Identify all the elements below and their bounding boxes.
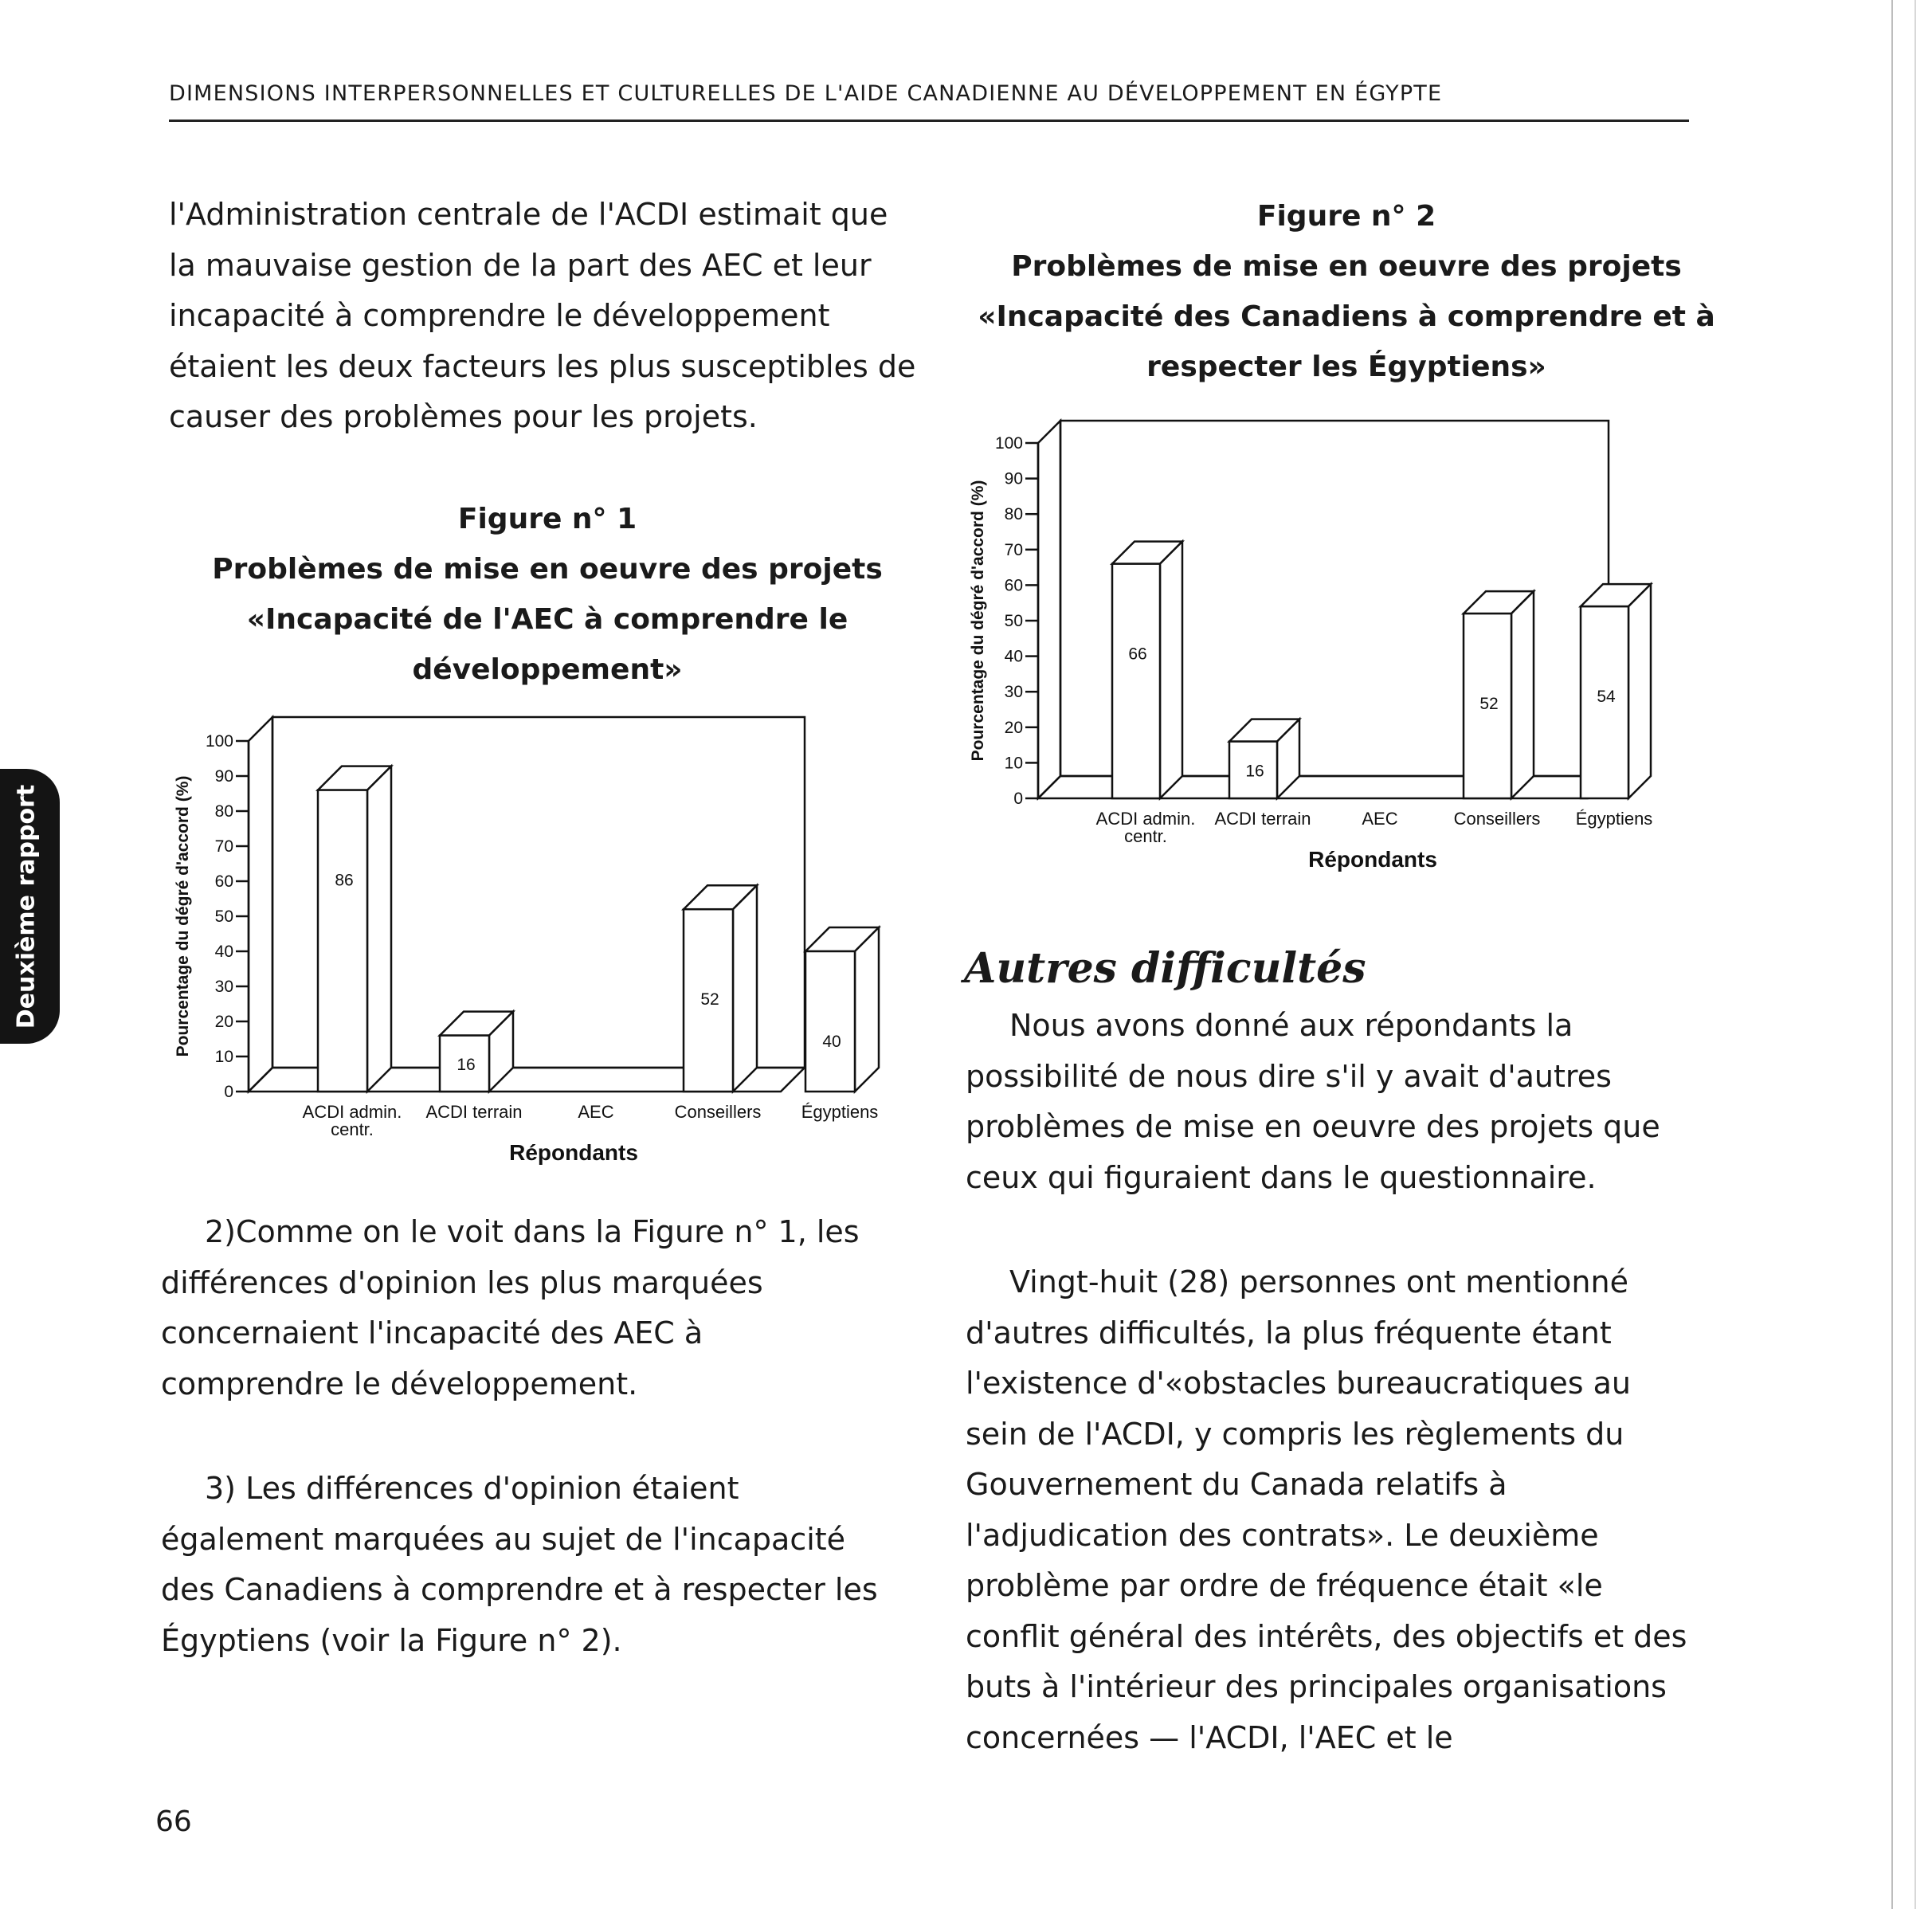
figure-title-line: «Incapacité des Canadiens à comprendre et à	[978, 300, 1715, 333]
text-line: buts à l'intérieur des principales organisations	[966, 1669, 1667, 1704]
text-line: concernées — l'ACDI, l'AEC et le	[966, 1719, 1453, 1755]
text-line: 2)Comme on le voit dans la Figure n° 1, les	[205, 1214, 860, 1249]
paragraph-2	[161, 1207, 926, 1409]
x-axis-label: Répondants	[1308, 847, 1437, 872]
page-number: 66	[155, 1805, 192, 1838]
text-line: étaient les deux facteurs les plus susceptibles de	[169, 348, 916, 384]
text-line: d'autres difficultés, la plus fréquente étant	[966, 1315, 1612, 1350]
chart-side-wall	[1038, 421, 1060, 798]
text-line: également marquées au sujet de l'incapacité	[161, 1521, 846, 1557]
y-tick-label: 30	[1004, 683, 1023, 702]
figure-title-line: «Incapacité de l'AEC à comprendre le	[246, 603, 848, 636]
bar	[1112, 564, 1160, 798]
x-axis-label: Répondants	[509, 1140, 638, 1165]
text-line: 3) Les différences d'opinion étaient	[205, 1471, 739, 1506]
y-tick-label: 90	[1004, 469, 1023, 488]
text-line: l'existence d'«obstacles bureaucratiques au	[966, 1366, 1631, 1401]
figure-title-line: Problèmes de mise en oeuvre des projets	[1011, 250, 1682, 283]
figure-label: Figure n° 2	[1256, 200, 1436, 233]
y-tick-label: 70	[214, 837, 233, 856]
text-line: Nous avons donné aux répondants la	[1009, 1008, 1573, 1043]
bar-side	[855, 927, 879, 1092]
header-rule	[169, 120, 1689, 122]
bar-value-label: 16	[457, 1055, 476, 1074]
text-line: causer des problèmes pour les projets.	[169, 399, 758, 434]
x-tick-label: AEC	[578, 1102, 614, 1122]
bar-value-label: 16	[1245, 762, 1264, 781]
x-tick-label: ACDI terrain	[425, 1102, 523, 1122]
paragraph-3	[161, 1464, 942, 1666]
text-line: incapacité à comprendre le développement	[169, 298, 830, 333]
x-tick-label: Conseillers	[674, 1102, 762, 1122]
y-tick-label: 60	[214, 872, 233, 891]
y-tick-label: 60	[1004, 576, 1023, 595]
right-paragraph-1	[966, 1001, 1730, 1203]
x-tick-label: ACDI admin.	[302, 1102, 402, 1122]
bar	[805, 951, 855, 1092]
x-tick-label: Égyptiens	[801, 1102, 879, 1122]
y-tick-label: 50	[214, 907, 233, 926]
x-tick-label: AEC	[1362, 809, 1398, 829]
y-tick-label: 100	[994, 434, 1023, 453]
figure-title-line: développement»	[412, 653, 683, 686]
x-tick-label: ACDI terrain	[1214, 809, 1311, 829]
figure-label: Figure n° 1	[457, 503, 637, 535]
bar-side	[1160, 542, 1182, 798]
text-line: problème par ordre de fréquence était «le	[966, 1568, 1603, 1603]
y-tick-label: 20	[214, 1013, 233, 1031]
figure-1-chart	[159, 709, 908, 1167]
y-tick-label: 70	[1004, 540, 1023, 559]
text-line: Égyptiens (voir la Figure n° 2).	[161, 1622, 622, 1658]
x-tick-label: centr.	[331, 1119, 374, 1139]
text-line: l'Administration centrale de l'ACDI estimait que	[169, 197, 888, 232]
section-title: Autres difficultés	[964, 944, 1366, 993]
bar-value-label: 86	[335, 871, 354, 890]
bar-value-label: 52	[1479, 695, 1499, 714]
section-side-tab	[0, 769, 60, 1044]
text-line: différences d'opinion les plus marquées	[161, 1264, 763, 1300]
scan-edge-line	[1891, 0, 1893, 1909]
figure-title-line: respecter les Égyptiens»	[1146, 351, 1546, 383]
text-line: Vingt-huit (28) personnes ont mentionné	[1009, 1264, 1628, 1299]
figure-1-title	[169, 494, 926, 695]
side-tab-label: Deuxième rapport	[12, 784, 40, 1029]
text-line: l'adjudication des contrats». Le deuxième	[966, 1517, 1599, 1553]
y-tick-label: 50	[1004, 612, 1023, 630]
bar-value-label: 66	[1128, 645, 1147, 664]
y-tick-label: 80	[214, 802, 233, 821]
text-line: la mauvaise gestion de la part des AEC et leur	[169, 247, 872, 283]
bar-side	[1511, 591, 1534, 798]
y-tick-label: 0	[224, 1083, 233, 1101]
y-axis-label: Pourcentage du dégré d'accord (%)	[174, 775, 192, 1057]
bar-side	[367, 766, 391, 1092]
y-tick-label: 10	[1004, 754, 1023, 773]
text-line: ceux qui figuraient dans le questionnaire.	[966, 1159, 1597, 1195]
y-tick-label: 40	[214, 943, 233, 961]
right-paragraph-2	[966, 1257, 1746, 1763]
bar	[318, 790, 367, 1092]
running-header: DIMENSIONS INTERPERSONNELLES ET CULTURELLES DE L'AIDE CANADIENNE AU DÉVELOPPEMENT EN ÉGYPTE	[169, 81, 1443, 106]
chart-side-wall	[249, 717, 272, 1092]
bar-side	[733, 885, 757, 1092]
bar-side	[1628, 584, 1651, 798]
y-tick-label: 10	[214, 1048, 233, 1066]
x-tick-label: Conseillers	[1453, 809, 1541, 829]
text-line: des Canadiens à comprendre et à respecter les	[161, 1572, 878, 1607]
y-tick-label: 20	[1004, 718, 1023, 737]
intro-paragraph	[169, 190, 950, 443]
text-line: possibilité de nous dire s'il y avait d'autres	[966, 1058, 1612, 1094]
bar-value-label: 40	[822, 1033, 841, 1051]
text-line: conflit général des intérêts, des objectifs et des	[966, 1618, 1687, 1654]
bar-value-label: 52	[700, 990, 719, 1009]
text-line: Gouvernement du Canada relatifs à	[966, 1467, 1507, 1502]
text-line: problèmes de mise en oeuvre des projets que	[966, 1109, 1660, 1144]
scan-edge-line	[1914, 0, 1916, 1909]
y-axis-label: Pourcentage du dégré d'accord (%)	[969, 480, 987, 762]
y-tick-label: 0	[1013, 790, 1023, 808]
bar-value-label: 54	[1597, 688, 1616, 707]
text-line: comprendre le développement.	[161, 1366, 638, 1401]
y-tick-label: 100	[205, 732, 233, 751]
y-tick-label: 90	[214, 767, 233, 786]
y-tick-label: 40	[1004, 647, 1023, 666]
x-tick-label: ACDI admin.	[1095, 809, 1196, 829]
y-tick-label: 30	[214, 978, 233, 996]
x-tick-label: Égyptiens	[1575, 809, 1653, 829]
x-tick-label: centr.	[1124, 826, 1167, 846]
text-line: sein de l'ACDI, y compris les règlements du	[966, 1416, 1624, 1452]
figure-2-chart	[956, 410, 1721, 880]
text-line: concernaient l'incapacité des AEC à	[161, 1315, 703, 1350]
y-tick-label: 80	[1004, 505, 1023, 524]
figure-2-title	[960, 191, 1733, 392]
figure-title-line: Problèmes de mise en oeuvre des projets	[212, 553, 883, 586]
